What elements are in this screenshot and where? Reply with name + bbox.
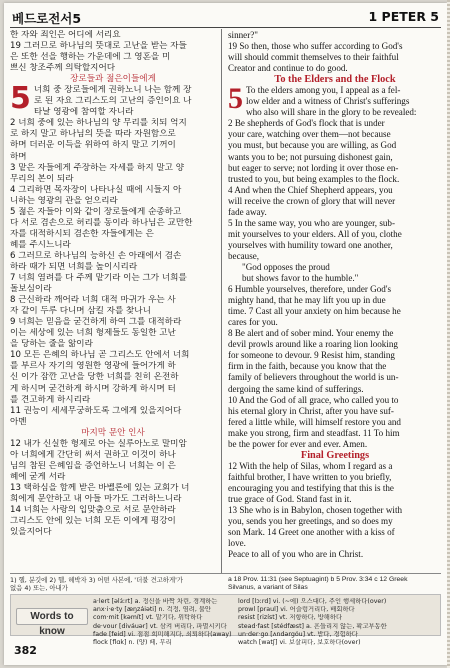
text-line: 12 내가 신실한 형제로 아는 실루아노로 말미암 xyxy=(10,438,187,449)
text-line: 를 부르사 자기의 영원한 영광에 들어가게 하 xyxy=(10,361,176,372)
text-line: 무리의 본이 되라 xyxy=(10,173,74,184)
quote-line: but shows favor to the humble." xyxy=(242,273,359,284)
text-line: 하라 때가 되면 너희를 높이시리라 xyxy=(10,261,138,272)
text-line: 10 모든 은혜의 하나님 곧 그리스도 안에서 너희 xyxy=(10,350,190,361)
text-line: yourselves with humility toward one another, xyxy=(228,239,393,250)
text-line: 은 또한 선을 행하는 가운데에 그 영혼을 미 xyxy=(10,52,171,63)
text-line: who also will share in the glory to be revealed: xyxy=(246,107,417,118)
vocabulary-entry: com·mit [kəmít] vt. 맡기다, 위탁하다 xyxy=(93,614,203,622)
text-line: 혜에 굳게 서라 xyxy=(10,471,66,482)
text-line: time. 7 Cast all your anxiety on him because he xyxy=(228,306,401,317)
vocabulary-list xyxy=(93,598,232,647)
vocabulary-entry: lord [lɔːrd] vi. (~에) 으스대다, 주인 행세하다(over) xyxy=(238,598,387,605)
text-line: your care, watching over them—not because xyxy=(228,129,391,140)
text-line: 하며 더러운 이득을 위하여 하지 말고 기꺼이 xyxy=(10,140,176,151)
footnote-rule xyxy=(10,573,441,574)
bible-page xyxy=(4,3,447,665)
text-line: Creator and continue to do good. xyxy=(228,63,348,74)
text-line: 너희 중 장로들에게 권하노니 나는 함께 장 xyxy=(33,85,192,96)
vocabulary-entry: resist [rizíst] vt. 저항하다, 방해하다 xyxy=(238,614,343,622)
column-divider xyxy=(221,29,222,573)
text-line: 있을지어다 xyxy=(10,527,52,538)
text-line: faithful brother, I have written to you briefly, xyxy=(228,471,392,482)
text-line: 이는 세상에 있는 너희 형제들도 동일한 고난 xyxy=(10,328,176,339)
korean-footnotes xyxy=(10,576,216,592)
korean-text-column xyxy=(10,30,216,538)
text-line: mit yourselves to your elders. All of you, clothe xyxy=(228,228,402,239)
text-line: 쁘신 창조주께 의탁할지어다 xyxy=(10,63,116,74)
text-line: 12 With the help of Silas, whom I regard as a xyxy=(228,460,393,471)
text-line: 니하는 영광의 관을 얻으리라 xyxy=(10,195,118,206)
text-line: 5 In the same way, you who are younger, sub- xyxy=(228,217,395,228)
scripture-quote xyxy=(228,262,442,284)
text-line: 19 So then, those who suffer according to God's xyxy=(228,41,403,52)
text-line: mighty hand, that he may lift you up in due xyxy=(228,295,386,306)
vocabulary-entry: fade [feid] vi. 점점 희미해지다, 쇠퇴하다(away) xyxy=(93,630,232,638)
text-line: true grace of God. Stand fast in it. xyxy=(228,493,352,504)
text-line: wants you to be; not pursuing dishonest gain, xyxy=(228,151,393,162)
text-line: 6 Humble yourselves, therefore, under God's xyxy=(228,284,392,295)
text-line: love. xyxy=(228,538,246,549)
text-line: sinner?" xyxy=(228,30,258,40)
vocabulary-entry: stead·fast [stédfæst] a. 흔들리지 않는, 확고부동한 xyxy=(238,622,387,630)
quote-line: "God opposes the proud xyxy=(242,261,330,272)
vocabulary-list xyxy=(238,598,387,647)
text-line: encouraging you and testifying that this is the xyxy=(228,482,394,493)
text-line: you must, but because you are willing, as God xyxy=(228,140,397,151)
text-line: 자 같이 두루 다니며 삼킬 자를 찾나니 xyxy=(10,306,151,317)
english-section-heading: Final Greetings xyxy=(300,449,370,461)
korean-section-heading: 장로들과 젊은이들에게 xyxy=(70,74,156,85)
text-line: 게 하시며 굳건하게 하시며 강하게 하시며 터 xyxy=(10,383,176,394)
text-line: 희에게 문안하고 내 아들 마가도 그러하느니라 xyxy=(10,493,182,504)
text-line: 자를 대적하시되 겸손한 자들에게는 은 xyxy=(10,228,154,239)
text-line: for someone to devour. 9 Resist him, standing xyxy=(228,350,395,361)
text-line: low elder and a witness of Christ's sufferings xyxy=(246,96,410,107)
text-line: but eager to serve; not lording it over those en- xyxy=(228,162,399,173)
vocabulary-entry: anx·i·e·ty [æŋzáiəti] n. 걱정, 염려, 불안 xyxy=(93,606,211,614)
text-line: 신 이가 잠깐 고난을 당한 너희를 친히 온전하 xyxy=(10,372,179,383)
text-line: 13 택하심을 함께 받은 바벨론에 있는 교회가 너 xyxy=(10,482,190,493)
vocabulary-entry: watch [watʃ] vi. 보살피다, 보호하다(over) xyxy=(238,639,361,647)
text-line: dergoing the same kind of sufferings. xyxy=(228,383,364,394)
text-line: 6 그러므로 하나님의 능하신 손 아래에서 겸손 xyxy=(10,250,182,261)
text-line: devil prowls around like a roaring lion looking xyxy=(228,339,398,350)
english-section-heading: To the Elders and the Flock xyxy=(274,74,396,86)
text-line: 을 당하는 줄을 앎이라 xyxy=(10,339,93,350)
text-line: 아 너희에게 간단히 써서 권하고 이것이 하나 xyxy=(10,449,176,460)
words-to-know-box xyxy=(10,594,441,647)
text-line: 5 젊은 자들아 이와 같이 장로들에게 순종하고 xyxy=(10,206,182,217)
footnote-line: 없음 4) 또는, 아내가 xyxy=(10,584,68,593)
footnote-line: Silvanus, a variant of Silas xyxy=(228,584,308,592)
korean-section-heading: 마지막 문안 인사 xyxy=(81,427,145,438)
text-line: 혜를 주시느니라 xyxy=(10,239,71,250)
text-line: 4 그리하면 목자장이 나타나실 때에 시들지 아 xyxy=(10,184,182,195)
vocabulary-entry: un·der·go [ʌndərgóu] vt. 받다, 경험하다 xyxy=(238,630,358,638)
english-footnotes xyxy=(228,576,442,592)
text-line: his eternal glory in Christ, after you have suf- xyxy=(228,405,394,416)
text-line: 로 된 자요 그리스도의 고난의 증인이요 나 xyxy=(33,96,192,107)
text-line: 2 너희 중에 있는 하나님의 양 무리를 치되 억지 xyxy=(10,118,187,129)
text-line: 14 너희는 사랑의 입맞춤으로 서로 문안하라 xyxy=(10,505,176,516)
text-line: family of believers throughout the world is un- xyxy=(228,372,399,383)
english-text-column xyxy=(228,30,442,560)
vocabulary-entry: prowl [praul] vi. 어슬렁거리다, 배회하다 xyxy=(238,606,355,614)
text-line: fered a little while, will himself restore you and xyxy=(228,416,401,427)
korean-book-header: 베드로전서5 xyxy=(12,11,82,26)
text-line: will should commit themselves to their faithful xyxy=(228,52,399,63)
text-line: 돌보심이라 xyxy=(10,284,52,295)
text-line: 19 그러므로 하나님의 뜻대로 고난을 받는 자들 xyxy=(10,41,187,52)
text-line: 로 하지 말고 하나님의 뜻을 따라 자원함으로 xyxy=(10,129,176,140)
text-line: 7 너희 염려를 다 주께 맡기라 이는 그가 너희를 xyxy=(10,273,187,284)
text-line: son Mark. 14 Greet one another with a kiss of xyxy=(228,527,395,538)
text-line: To the elders among you, I appeal as a fel- xyxy=(246,85,401,96)
text-line: trusted to you, but being examples to the flock. xyxy=(228,173,400,184)
chapter-drop-cap: 5 xyxy=(228,82,243,116)
text-line: will receive the crown of glory that will never xyxy=(228,195,396,206)
text-line: 님의 참된 은혜임을 증언하노니 너희는 이 은 xyxy=(10,460,176,471)
words-to-know-badge: Words to know xyxy=(16,608,88,625)
text-line: 13 She who is in Babylon, chosen together with xyxy=(228,505,403,516)
text-line: 를 견고하게 하시리라 xyxy=(10,394,91,405)
text-line: 4 And when the Chief Shepherd appears, you xyxy=(228,184,393,195)
text-line: make you strong, firm and steadfast. 11 To him xyxy=(228,427,400,438)
text-line: 다 서로 겸손으로 허리를 동이라 하나님은 교만한 xyxy=(10,217,193,228)
text-line: you, sends you her greetings, and so does my xyxy=(228,516,393,527)
page-number: 382 xyxy=(14,644,37,657)
text-line: fade away. xyxy=(228,206,267,217)
header-rule xyxy=(10,27,441,28)
text-line: 10 And the God of all grace, who called you to xyxy=(228,394,399,405)
vocabulary-entry: flock [flɑk] n. (양) 떼, 무리 xyxy=(93,639,172,647)
text-line: 3 맡은 자들에게 주장하는 자세를 하지 말고 양 xyxy=(10,162,185,173)
text-line: because, xyxy=(228,250,260,261)
footnote-line: a 18 Prov. 11:31 (see Septuagint) b 5 Prov. 3:34 c 12 Greek xyxy=(228,576,408,583)
text-line: 8 근신하라 깨어라 너희 대적 마귀가 우는 사 xyxy=(10,295,176,306)
vocabulary-entry: a·lert [əlɜ́ːrt] a. 정신을 바짝 차린, 경계하는 xyxy=(93,598,218,605)
text-line: firm in the faith, because you know that the xyxy=(228,361,387,372)
text-line: 11 권능이 세세무궁하도록 그에게 있을지어다 xyxy=(10,405,182,416)
text-line: 아멘 xyxy=(10,416,27,427)
text-line: be the power for ever and ever. Amen. xyxy=(228,438,368,449)
english-book-header: 1 PETER 5 xyxy=(368,9,439,24)
text-line: 하며 xyxy=(10,151,27,162)
text-line: 8 Be alert and of sober mind. Your enemy the xyxy=(228,328,394,339)
text-line: 한 자와 죄인은 어디에 서리요 xyxy=(10,30,121,40)
chapter-drop-cap: 5 xyxy=(10,81,31,117)
text-line: Peace to all of you who are in Christ. xyxy=(228,549,364,560)
text-line: cares for you. xyxy=(228,317,278,328)
text-line: 9 너희는 믿음을 굳건하게 하여 그를 대적하라 xyxy=(10,317,182,328)
text-line: 타날 영광에 참여할 자니라 xyxy=(33,107,134,118)
vocabulary-entry: de·vour [diváuər] vt. 삼켜 버리다, 파멸시키다 xyxy=(93,622,227,630)
text-line: 2 Be shepherds of God's flock that is under xyxy=(228,118,385,129)
text-line: 그리스도 안에 있는 너희 모든 이에게 평강이 xyxy=(10,516,176,527)
footnote-line: 1) 헬, 분깃에 2) 헬, 헤박자 3) 어떤 사본에, '더불 견고하게'가 xyxy=(10,576,184,584)
